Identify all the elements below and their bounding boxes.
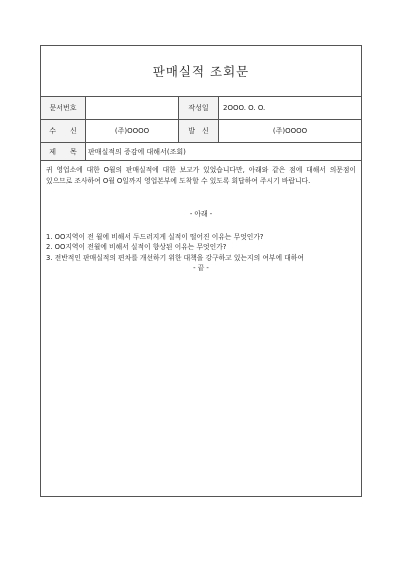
subject-row <box>41 143 361 161</box>
inquiry-item-3: 3. 전반적인 판매실적의 편차를 개선하기 위한 대책을 강구하고 있는지의 여부에 대하여 <box>46 253 304 262</box>
intro-paragraph: 귀 영업소에 대한 O월의 판매실적에 대한 보고가 있었습니다만, 아래와 같은 점에 대해서 의문점이 있으므로 조사하여 O월 O일까지 영업본부에 도착할 수 있도록 회답하여 주시기 바랍니다. <box>46 166 356 185</box>
date-label: 작성일 <box>179 97 219 119</box>
sender-value: (주)OOOO <box>272 127 308 135</box>
notice-heading: - 아래 - <box>189 210 213 218</box>
doc-info-row <box>41 97 361 120</box>
inquiry-item-1: 1. OO지역이 전 월에 비해서 두드러지게 실적이 떨어진 이유는 무엇인가? <box>46 232 264 241</box>
recipient-label: 수 신 <box>41 120 86 142</box>
document-body <box>41 161 361 274</box>
date-value: 2OOO. O. O. <box>223 104 266 112</box>
inquiry-item-2: 2. OO지역이 전월에 비해서 실적이 향상된 이유는 무엇인가? <box>46 243 227 251</box>
document-sheet <box>40 45 362 497</box>
doc-no-value <box>86 97 179 119</box>
inquiry-list <box>46 232 356 264</box>
end-marker: - 끝 - <box>193 264 209 272</box>
subject-label: 제 목 <box>41 143 86 160</box>
document-title: 판매실적 조회문 <box>41 46 361 97</box>
sender-label: 발 신 <box>179 120 219 142</box>
subject-value: 판매실적의 증감에 대해서(조회) <box>88 147 186 156</box>
doc-no-label: 문서번호 <box>41 97 86 119</box>
parties-row <box>41 120 361 143</box>
recipient-value: (주)OOOO <box>86 120 179 142</box>
